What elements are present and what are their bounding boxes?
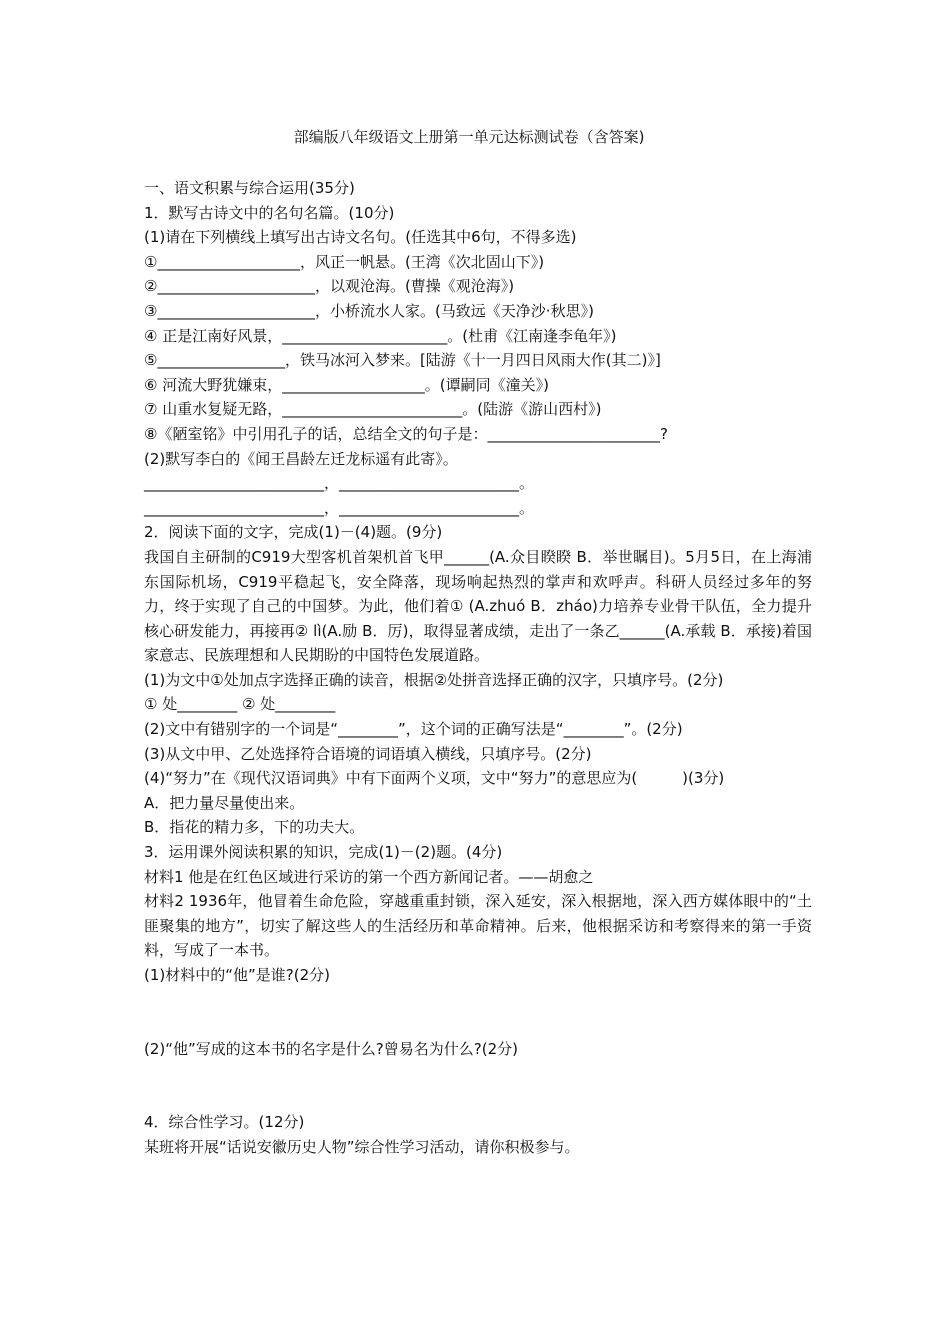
poem-blank-line: ⑧《陋室铭》中引用孔子的话，总结全文的句子是：_______________________?	[144, 424, 668, 443]
question-1-stem: 1．默写古诗文中的名句名篇。(10分)	[144, 203, 395, 222]
answer-space	[144, 1061, 812, 1110]
question-3-sub1: (1)材料中的“他”是谁?(2分)	[144, 966, 330, 984]
question-1-part2-intro: (2)默写李白的《闻王昌龄左迁龙标遥有此寄》。	[144, 449, 458, 468]
poem-blank-line: ⑦ 山重水复疑无路，________________________。(陆游《游山西村》)	[144, 400, 602, 419]
section-heading: 一、语文积累与综合运用(35分)	[144, 179, 355, 197]
question-2-passage: 我国自主研制的C919大型客机首架机首飞甲______(A.众目睽睽 B．举世瞩目)。5月5日，在上海浦东国际机场，C919平稳起飞，安全降落，现场响起热烈的掌声和欢呼声。科研人员经过多年的努力，终于实现了自己的中国梦。为此，他们着① (A.zhuó B．zháo)力培养专业骨干队伍，全力提升核心研发能力，再接再② lì(A.励 B．厉)，取得显著成绩，走出了一条乙______(A.承载 B．承接)着国家意志、民族理想和人民期盼的中国特色发展道路。	[144, 547, 812, 665]
question-2-sub3: (3)从文中甲、乙处选择符合语境的词语填入横线，只填序号。(2分)	[144, 744, 592, 763]
question-3-sub2: (2)“他”写成的这本书的名字是什么?曾易名为什么?(2分)	[144, 1039, 518, 1058]
question-4-intro: 某班将开展“话说安徽历史人物”综合性学习活动，请你积极参与。	[144, 1137, 580, 1156]
question-2-sub1-blanks: ① 处________ ② 处________	[144, 695, 336, 714]
question-2-stem: 2．阅读下面的文字，完成(1)－(4)题。(9分)	[144, 523, 443, 542]
answer-blank-line: ________________________，________________________。	[144, 474, 535, 493]
material-1: 材料1 他是在红色区域进行采访的第一个西方新闻记者。——胡愈之	[144, 867, 594, 886]
document-body	[144, 176, 812, 1159]
answer-blank-line: ________________________，________________________。	[144, 498, 535, 517]
option-b: B．指花的精力多，下的功夫大。	[144, 818, 365, 837]
poem-blank-line: ⑤_________________，铁马冰河入梦来。[陆游《十一月四日风雨大作(其二)》]	[144, 351, 661, 370]
page-title: 部编版八年级语文上册第一单元达标测试卷（含答案)	[293, 128, 645, 146]
question-2-sub1: (1)为文中①处加点字选择正确的读音，根据②处拼音选择正确的汉字，只填序号。(2分)	[144, 670, 724, 689]
poem-blank-line: ②_____________________，以观沧海。(曹操《观沧海》)	[144, 277, 515, 296]
poem-blank-line: ⑥ 河流大野犹嫌束，___________________。(谭嗣同《潼关》)	[144, 375, 549, 394]
question-4-stem: 4．综合性学习。(12分)	[144, 1113, 305, 1132]
question-3-stem: 3．运用课外阅读积累的知识，完成(1)－(2)题。(4分)	[144, 843, 503, 862]
question-1-part1-intro: (1)请在下列横线上填写出古诗文名句。(任选其中6句，不得多选)	[144, 228, 577, 247]
poem-blank-line: ④ 正是江南好风景，______________________。(杜甫《江南逢李龟年》)	[144, 326, 617, 345]
poem-blank-line: ①___________________，风正一帆悬。(王湾《次北固山下》)	[144, 252, 545, 271]
answer-space	[144, 988, 812, 1037]
question-2-sub2: (2)文中有错别字的一个词是“________”，这个词的正确写法是“________”。(2分)	[144, 720, 683, 739]
option-a: A．把力量尽量使出来。	[144, 793, 305, 812]
material-2: 材料2 1936年，他冒着生命危险，穿越重重封锁，深入延安，深入根据地，深入西方媒体眼中的“土匪聚集的地方”，切实了解这些人的生活经历和革命精神。后来，他根据采访和考察得来的第一手资料，写成了一本书。	[144, 892, 812, 960]
question-2-sub4: (4)“努力”在《现代汉语词典》中有下面两个义项，文中“努力”的意思应为( )(3分)	[144, 769, 725, 788]
poem-blank-line: ③_____________________，小桥流水人家。(马致远《天净沙·秋思》)	[144, 301, 594, 320]
